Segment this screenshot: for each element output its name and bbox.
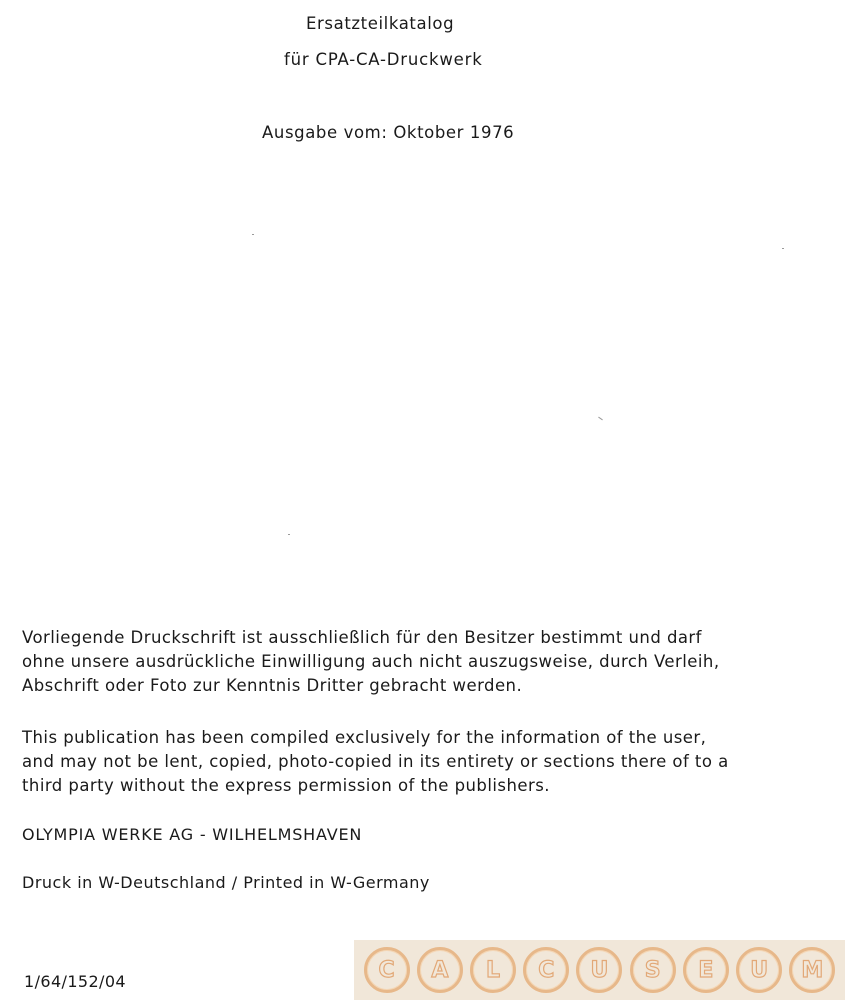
watermark-letter: S [630,947,676,993]
notice-line: third party without the express permission of the publishers. [22,776,550,795]
edition-date: Ausgabe vom: Oktober 1976 [262,123,515,142]
notice-line: Vorliegende Druckschrift ist ausschließlich für den Besitzer bestimmt und darf [22,628,702,647]
watermark-letter: L [470,947,516,993]
notice-line: and may not be lent, copied, photo-copied in its entirety or sections there of to a [22,752,729,771]
calcuseum-watermark [354,940,845,1000]
watermark-letter: C [523,947,569,993]
notice-line: ohne unsere ausdrückliche Einwilligung auch nicht auszugsweise, durch Verleih, [22,652,720,671]
catalog-subtitle: für CPA-CA-Druckwerk [284,50,483,69]
watermark-letter: C [364,947,410,993]
scan-speck [782,248,784,249]
printed-in-note: Druck in W-Deutschland / Printed in W-Germany [22,873,430,892]
scan-speck [252,234,254,235]
watermark-letter: U [736,947,782,993]
watermark-letter: A [417,947,463,993]
copyright-notice-german [22,626,720,698]
catalog-title: Ersatzteilkatalog [306,14,455,33]
document-number: 1/64/152/04 [24,972,127,991]
company-name: OLYMPIA WERKE AG - WILHELMSHAVEN [22,825,363,844]
watermark-letter: E [683,947,729,993]
copyright-notice-english [22,726,729,798]
watermark-letter: M [789,947,835,993]
notice-line: Abschrift oder Foto zur Kenntnis Dritter gebracht werden. [22,676,523,695]
notice-line: This publication has been compiled exclusively for the information of the user, [22,728,707,747]
scan-speck [598,417,603,421]
watermark-letter: U [576,947,622,993]
scan-speck [288,534,290,535]
